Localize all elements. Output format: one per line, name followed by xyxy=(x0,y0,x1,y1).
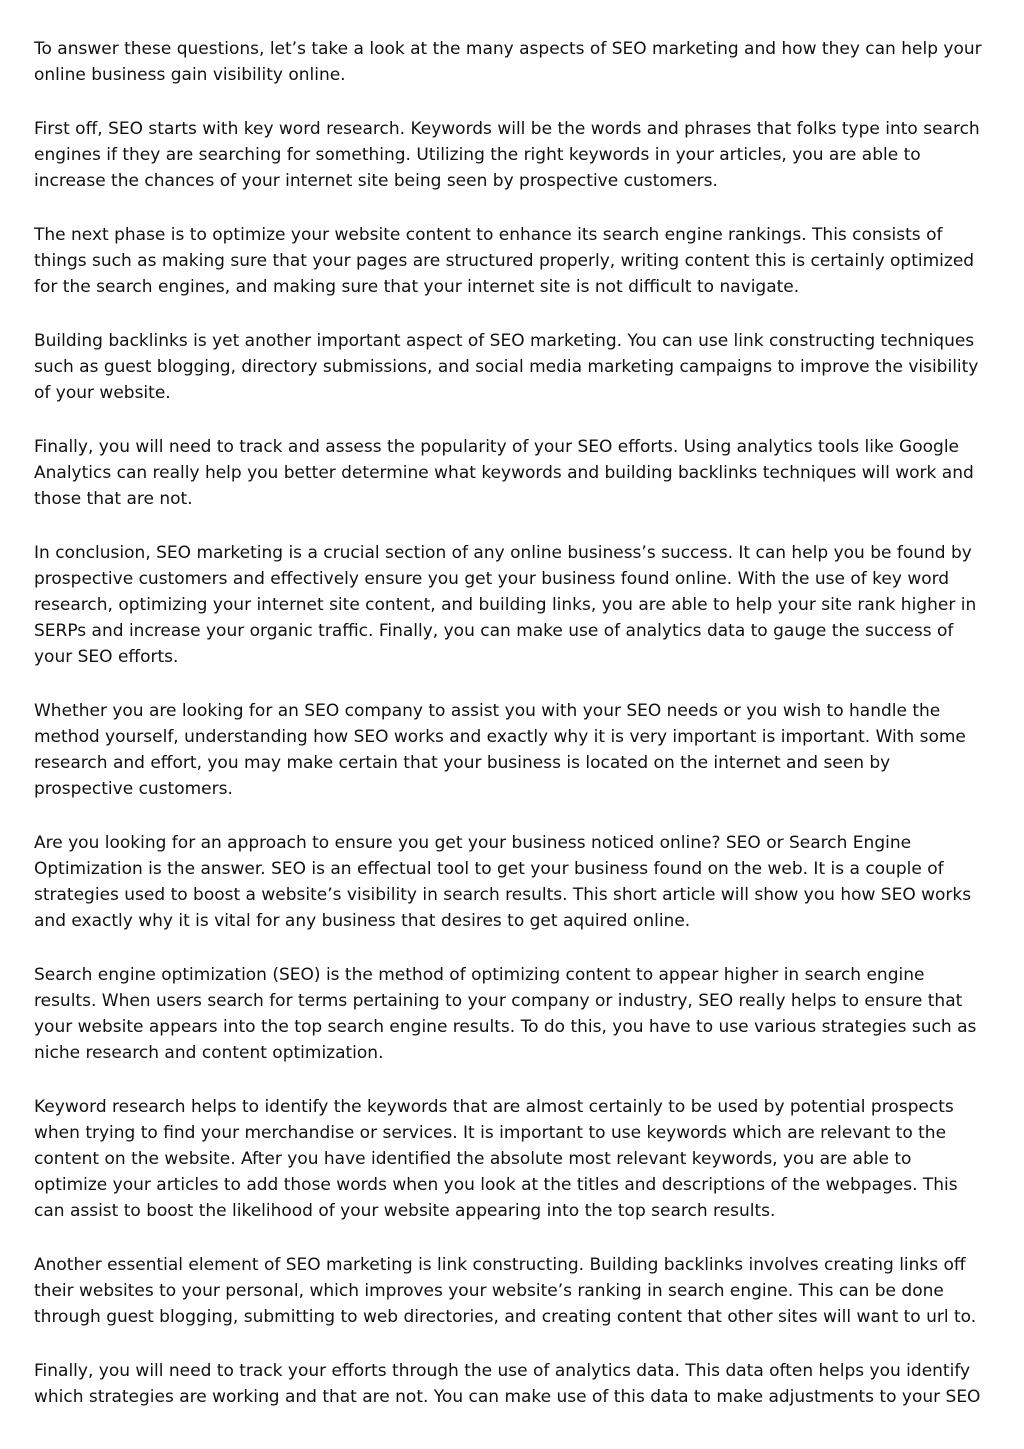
paragraph-10: Keyword research helps to identify the keywords that are almost certainly to be used by potential prospects when trying to find your merchandise or services. It is important to use keywords which are relevant to the content on the website. After you have identified the absolute most relevant keywords, you are able to optimize your articles to add those words when you look at the titles and descriptions of the webpages. This can assist to boost the likelihood of your website appearing into the top search results. xyxy=(34,1097,958,1221)
paragraph-1: To answer these questions, let’s take a look at the many aspects of SEO marketing and how they can help your online business gain visibility online. xyxy=(34,39,982,85)
paragraph-9: Search engine optimization (SEO) is the method of optimizing content to appear higher in search engine results. When users search for terms pertaining to your company or industry, SEO really helps to ensure that your website appears into the top search engine results. To do this, you have to use various strategies such as niche research and content optimization. xyxy=(34,965,977,1063)
paragraph-6: In conclusion, SEO marketing is a crucial section of any online business’s success. It can help you be found by prospective customers and effectively ensure you get your business found online. With the use of key word research, optimizing your internet site content, and building links, you are able to help your site rank higher in SERPs and increase your organic traffic. Finally, you can make use of analytics data to gauge the success of your SEO efforts. xyxy=(34,543,977,667)
paragraph-7: Whether you are looking for an SEO company to assist you with your SEO needs or you wish to handle the method yourself, understanding how SEO works and exactly why it is very important is important. With some research and effort, you may make certain that your business is located on the internet and seen by prospective customers. xyxy=(34,701,966,799)
paragraph-12: Finally, you will need to track your efforts through the use of analytics data. This data often helps you identify which strategies are working and that are not. You can make use of this data to make adjustments to your SEO xyxy=(34,1361,981,1407)
paragraph-3: The next phase is to optimize your website content to enhance its search engine rankings. This consists of things such as making sure that your pages are structured properly, writing content this is certainly optimized for the search engines, and making sure that your internet site is not difficult to navigate. xyxy=(34,225,975,297)
document-body xyxy=(34,36,990,1438)
paragraph-2: First off, SEO starts with key word research. Keywords will be the words and phrases that folks type into search engines if they are searching for something. Utilizing the right keywords in your articles, you are able to increase the chances of your internet site being seen by prospective customers. xyxy=(34,119,980,191)
paragraph-8: Are you looking for an approach to ensure you get your business noticed online? SEO or Search Engine Optimization is the answer. SEO is an effectual tool to get your business found on the web. It is a couple of strategies used to boost a website’s visibility in search results. This short article will show you how SEO works and exactly why it is vital for any business that desires to get aquired online. xyxy=(34,833,972,931)
paragraph-11: Another essential element of SEO marketing is link constructing. Building backlinks involves creating links off their websites to your personal, which improves your website’s ranking in search engine. This can be done through guest blogging, submitting to web directories, and creating content that other sites will want to url to. xyxy=(34,1255,977,1327)
paragraph-4: Building backlinks is yet another important aspect of SEO marketing. You can use link constructing techniques such as guest blogging, directory submissions, and social media marketing campaigns to improve the visibility of your website. xyxy=(34,331,979,403)
paragraph-5: Finally, you will need to track and assess the popularity of your SEO efforts. Using analytics tools like Google Analytics can really help you better determine what keywords and building backlinks techniques will work and those that are not. xyxy=(34,437,974,509)
